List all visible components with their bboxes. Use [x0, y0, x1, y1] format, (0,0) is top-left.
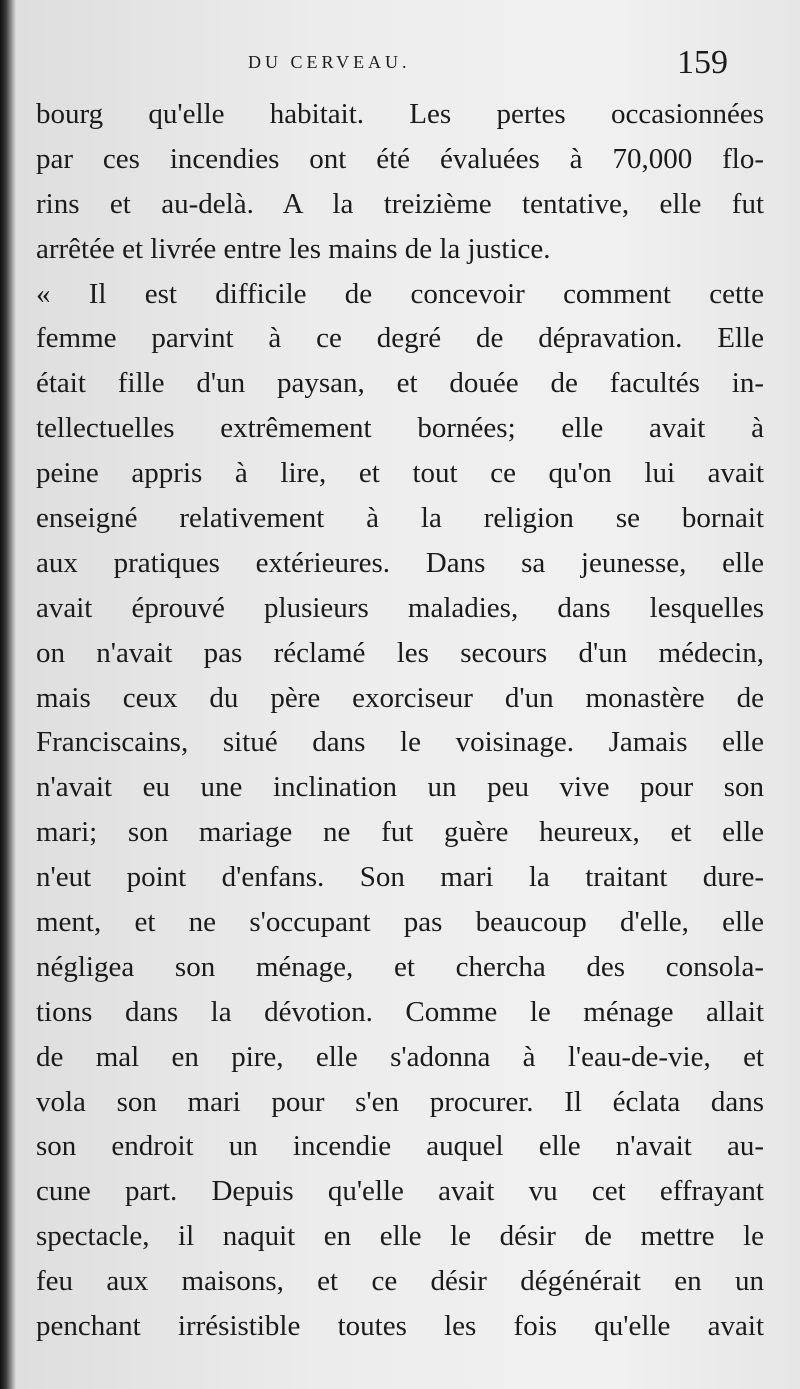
text-line: aux pratiques extérieures. Dans sa jeunesse, elle	[36, 546, 764, 579]
text-line: spectacle, il naquit en elle le désir de mettre le	[36, 1220, 764, 1253]
text-line: enseigné relativement à la religion se bornait	[36, 502, 764, 535]
text-line: cune part. Depuis qu'elle avait vu cet effrayant	[36, 1175, 764, 1208]
text-line: femme parvint à ce degré de dépravation. Elle	[36, 322, 764, 355]
body-text	[36, 92, 764, 1349]
text-line: son endroit un incendie auquel elle n'avait au-	[36, 1130, 764, 1163]
text-line: peine appris à lire, et tout ce qu'on lui avait	[36, 457, 764, 490]
text-line: tellectuelles extrêmement bornées; elle avait à	[36, 412, 764, 445]
text-line: négligea son ménage, et chercha des consola-	[36, 950, 764, 983]
paragraph-start-line: « Il est difficile de concevoir comment cette	[36, 277, 764, 310]
text-line: rins et au-delà. A la treizième tentative, elle fut	[36, 187, 764, 220]
text-line: vola son mari pour s'en procurer. Il éclata dans	[36, 1085, 764, 1118]
page-header	[0, 44, 800, 84]
text-line: par ces incendies ont été évaluées à 70,000 flo-	[36, 142, 764, 175]
text-line: mari; son mariage ne fut guère heureux, et elle	[36, 816, 764, 849]
text-line: Franciscains, situé dans le voisinage. Jamais elle	[36, 726, 764, 759]
text-line: était fille d'un paysan, et douée de facultés in-	[36, 367, 764, 400]
text-line: bourg qu'elle habitait. Les pertes occasionnées	[36, 98, 764, 130]
text-line: n'avait eu une inclination un peu vive pour son	[36, 771, 764, 804]
text-line: avait éprouvé plusieurs maladies, dans lesquelles	[36, 591, 764, 624]
text-line: mais ceux du père exorciseur d'un monastère de	[36, 681, 764, 714]
text-line: on n'avait pas réclamé les secours d'un médecin,	[36, 636, 764, 669]
text-line: feu aux maisons, et ce désir dégénérait en un	[36, 1265, 764, 1298]
text-line: de mal en pire, elle s'adonna à l'eau-de-vie, et	[36, 1040, 764, 1073]
page-number: 159	[677, 44, 728, 81]
text-line: ment, et ne s'occupant pas beaucoup d'elle, elle	[36, 906, 764, 939]
text-line: n'eut point d'enfans. Son mari la traitant dure-	[36, 861, 764, 894]
text-line: tions dans la dévotion. Comme le ménage allait	[36, 995, 764, 1028]
paragraph-end-line: arrêtée et livrée entre les mains de la justice.	[36, 232, 551, 265]
text-line: penchant irrésistible toutes les fois qu'elle avait	[36, 1310, 764, 1343]
running-head: DU CERVEAU.	[248, 52, 411, 72]
